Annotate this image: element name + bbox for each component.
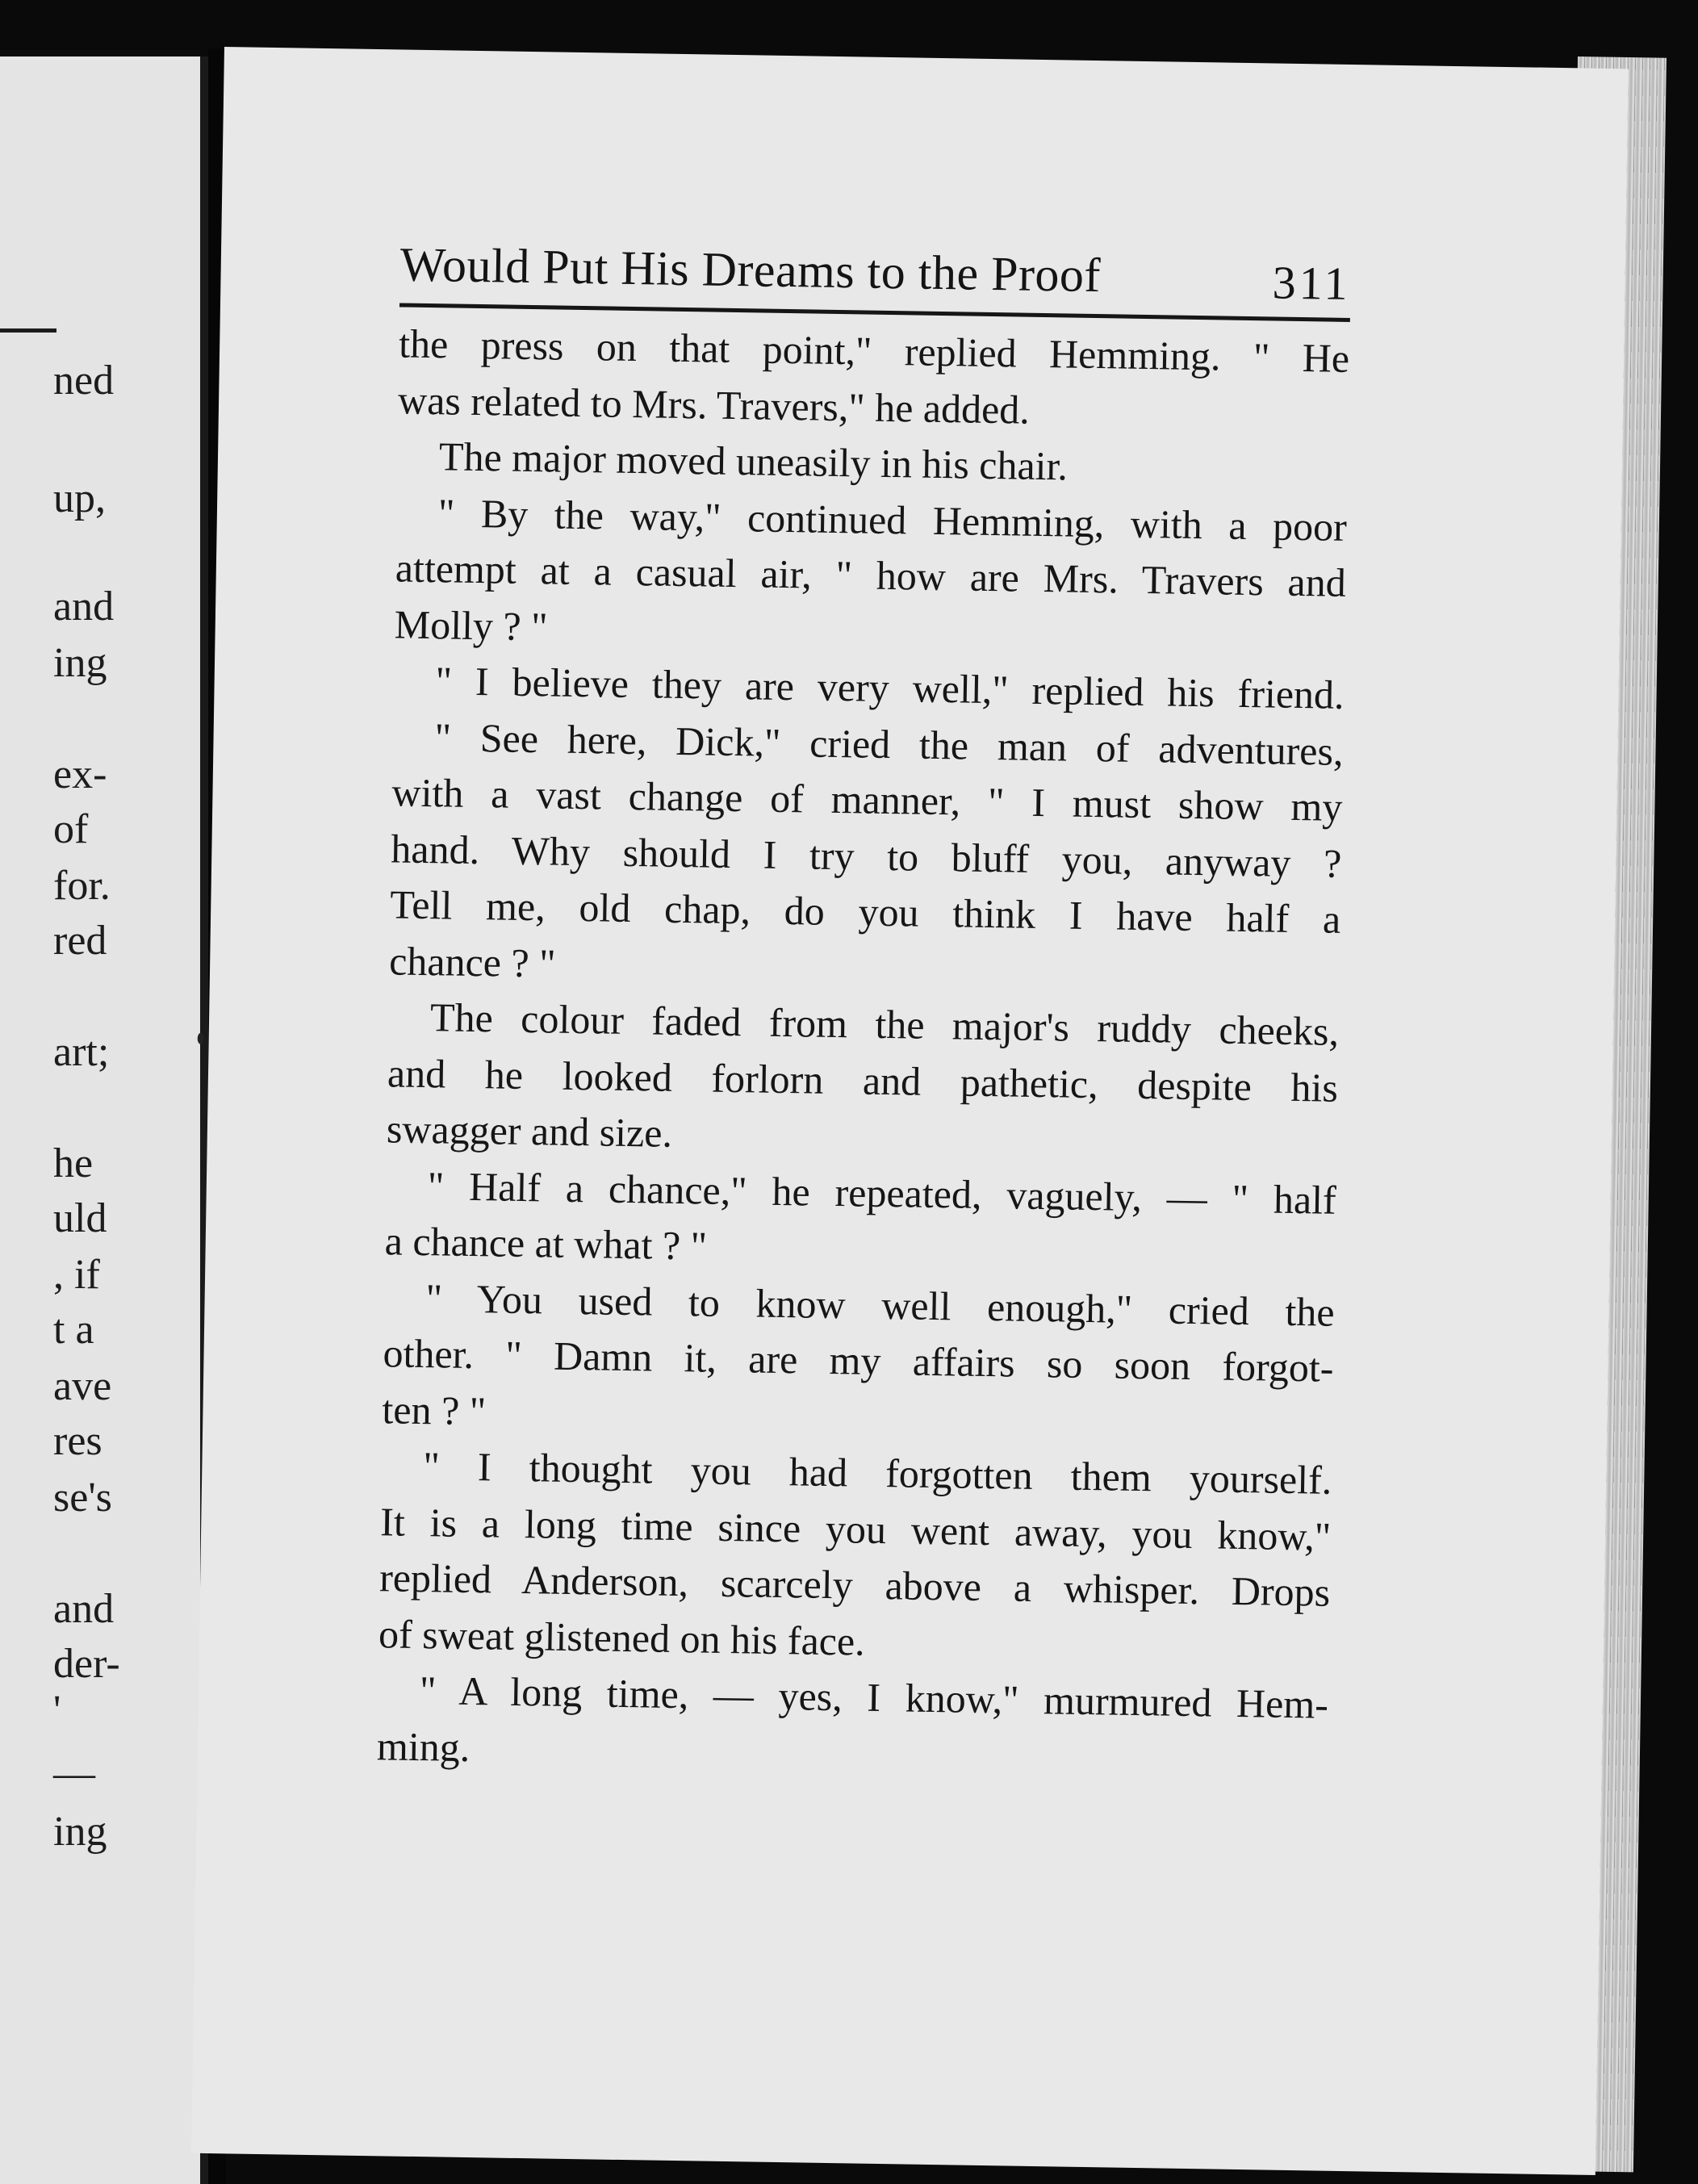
facing-page-fragment: der- xyxy=(53,1641,120,1687)
facing-page-fragment: up, xyxy=(53,475,106,521)
facing-page-left xyxy=(0,56,208,2184)
text-line: of sweat glistened on his face. xyxy=(378,1610,866,1664)
text-line: " Half a chance," he repeated, vaguely, — " half xyxy=(427,1162,1337,1223)
text-line: Tell me, old chap, do you think I have half a xyxy=(389,881,1341,942)
facing-page-fragment: for. xyxy=(53,863,111,909)
text-line: " A long time, — yes, I know," murmured Hem- xyxy=(419,1667,1329,1727)
facing-page-fragment: uld xyxy=(53,1195,107,1241)
facing-page-fragment: of xyxy=(53,806,89,852)
text-line: the press on that point," replied Hemming. " He xyxy=(398,320,1350,381)
facing-page-fragment: res xyxy=(53,1418,102,1464)
text-line: with a vast change of manner, " I must show my xyxy=(391,769,1343,830)
facing-page-fragment: ex- xyxy=(53,751,107,797)
book-page xyxy=(191,47,1629,2175)
text-line: The colour faded from the major's ruddy cheeks, xyxy=(429,994,1340,1054)
text-line: ming. xyxy=(376,1722,471,1770)
facing-page-fragment: art; xyxy=(53,1029,110,1075)
facing-page-header-rule xyxy=(0,328,56,333)
page-header xyxy=(399,236,1351,316)
text-line: attempt at a casual air, " how are Mrs. Travers and xyxy=(395,545,1347,605)
page-number: 311 xyxy=(1272,256,1352,310)
text-line: " You used to know well enough," cried the xyxy=(425,1274,1335,1335)
text-line: " See here, Dick," cried the man of adventures, xyxy=(434,713,1344,774)
text-line: " By the way," continued Hemming, with a poor xyxy=(437,489,1348,550)
text-line: replied Anderson, scarcely above a whisper. Drops xyxy=(378,1554,1331,1615)
facing-page-fragment: t a xyxy=(53,1307,94,1353)
text-line: The major moved uneasily in his chair. xyxy=(438,433,1069,489)
text-line: Molly ? " xyxy=(394,600,549,649)
text-line: hand. Why should I try to bluff you, anyway ? xyxy=(390,825,1342,886)
facing-page-fragment: ' xyxy=(53,1688,61,1734)
facing-page-fragment: ave xyxy=(53,1363,112,1409)
text-line: It is a long time since you went away, you know," xyxy=(379,1498,1332,1559)
facing-page-fragment: ing xyxy=(53,640,107,686)
text-line: a chance at what ? " xyxy=(384,1218,708,1269)
facing-page-fragment: ing xyxy=(53,1809,107,1855)
text-line: was related to Mrs. Travers," he added. xyxy=(397,376,1031,433)
body-text xyxy=(376,316,1349,1789)
facing-page-fragment: and xyxy=(53,1586,115,1632)
running-title: Would Put His Dreams to the Proof xyxy=(399,237,1102,303)
text-line: other. " Damn it, are my affairs so soon forgot- xyxy=(383,1330,1334,1391)
facing-page-fragment: , if xyxy=(53,1252,100,1298)
facing-page-fragment: red xyxy=(53,918,107,964)
facing-page-fragment: ned xyxy=(53,358,115,404)
text-line: and he looked forlorn and pathetic, despite his xyxy=(387,1049,1339,1111)
text-line: " I believe they are very well," replied his friend. xyxy=(435,658,1345,718)
facing-page-fragment: and xyxy=(53,584,115,630)
facing-page-fragment: se's xyxy=(53,1475,112,1521)
text-line: chance ? " xyxy=(388,937,557,986)
text-line: ten ? " xyxy=(382,1386,487,1433)
facing-page-fragment: he xyxy=(53,1140,94,1186)
facing-page-fragment: — xyxy=(53,1751,95,1797)
text-line: swagger and size. xyxy=(386,1106,673,1156)
text-line: " I thought you had forgotten them yourself. xyxy=(422,1443,1332,1503)
